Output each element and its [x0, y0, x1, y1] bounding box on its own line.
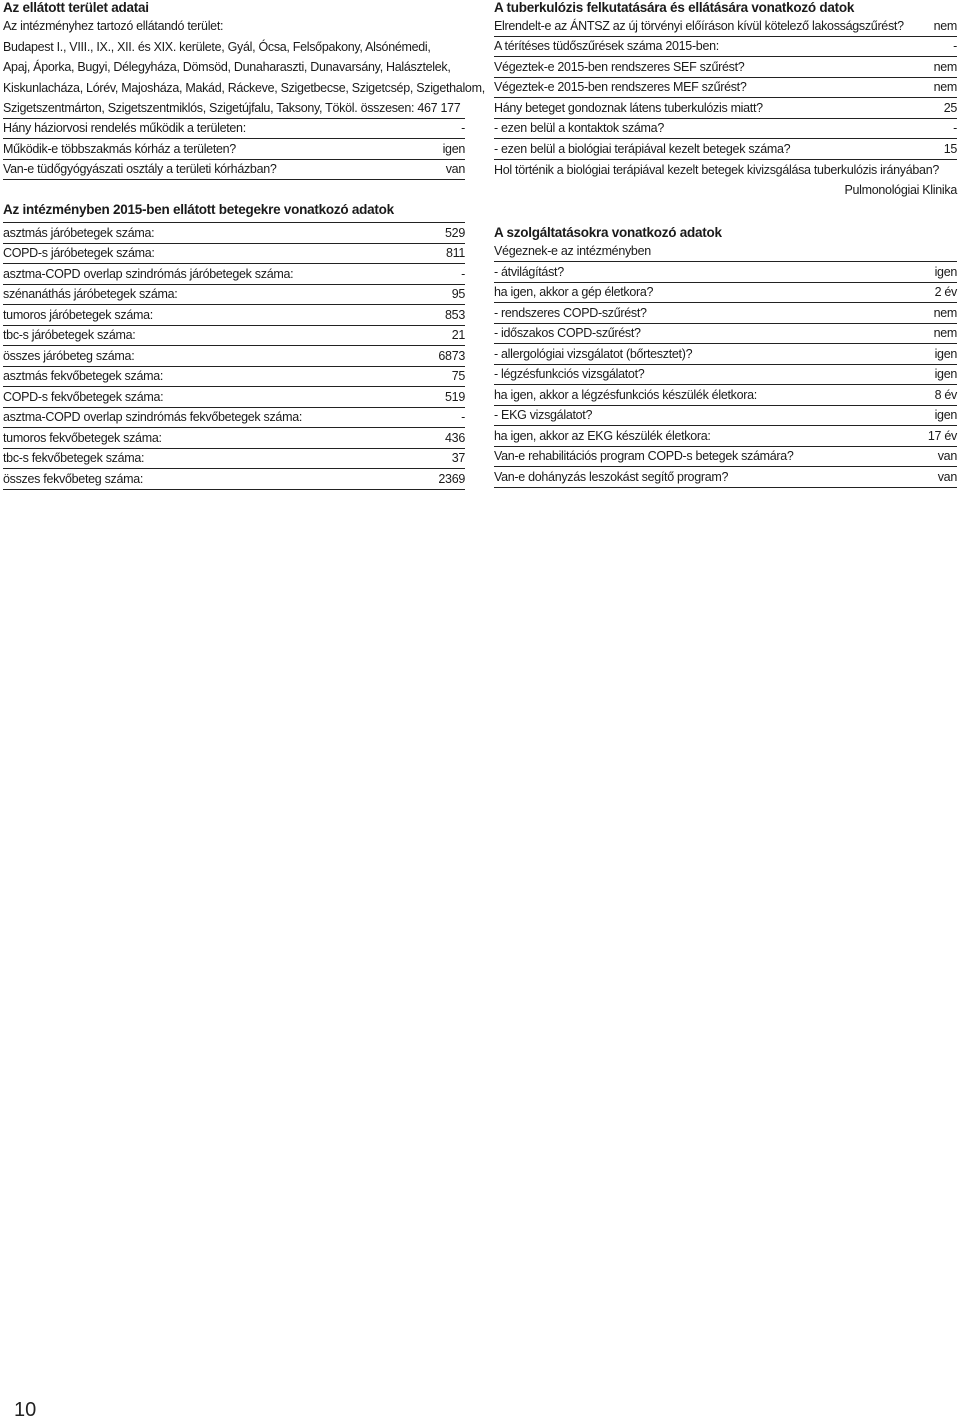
row-label: - időszakos COPD-szűrést?: [494, 326, 641, 340]
row-label: szénanáthás járóbetegek száma:: [3, 287, 178, 301]
row-value: 811: [445, 246, 465, 260]
row-label: - allergológiai vizsgálatot (bőrtesztet)?: [494, 346, 693, 361]
row-label: - ezen belül a kontaktok száma?: [494, 121, 664, 135]
table-row: [494, 16, 957, 37]
row-label: A térítéses tüdőszűrések száma 2015-ben:: [494, 39, 719, 53]
row-label: - ezen belül a biológiai terápiával kezelt betegek száma?: [494, 141, 791, 156]
row-value: nem: [933, 326, 957, 340]
row-value: -: [953, 121, 957, 135]
area-line: Budapest I., VIII., IX., XII. és XIX. kerülete, Gyál, Ócsa, Felsőpakony, Alsónémedi,: [3, 39, 431, 54]
page-number: 10: [14, 1399, 37, 1421]
row-value: -: [461, 410, 465, 424]
row-label: ha igen, akkor az EKG készülék életkora:: [494, 428, 711, 443]
table-row: [494, 119, 957, 140]
row-label: tumoros járóbetegek száma:: [3, 307, 153, 322]
area-section-title: Az ellátott terület adatai: [3, 0, 149, 15]
row-value: 519: [445, 389, 465, 404]
table-row: [494, 98, 957, 119]
table-row: [3, 326, 465, 347]
table-row: [3, 223, 465, 244]
row-value: nem: [933, 59, 957, 74]
row-label: asztmás fekvőbetegek száma:: [3, 369, 164, 383]
fact-value: igen: [442, 141, 465, 156]
row-value: 37: [451, 451, 465, 465]
row-value: nem: [933, 18, 957, 33]
row-value: 2 év: [934, 285, 957, 299]
tb-section-title: A tuberkulózis felkutatására és ellátására vonatkozó datok: [494, 0, 855, 15]
fact-value: van: [445, 162, 465, 176]
row-label: összes járóbeteg száma:: [3, 348, 135, 363]
row-value: 95: [451, 287, 465, 301]
fact-label: Működik-e többszakmás kórház a területen?: [3, 141, 236, 156]
table-row: [3, 387, 465, 408]
row-label: ha igen, akkor a légzésfunkciós készülék életkora:: [494, 387, 757, 402]
row-value: van: [937, 469, 957, 484]
row-label: Végeztek-e 2015-ben rendszeres SEF szűrést?: [494, 59, 745, 74]
services-table: [494, 261, 957, 488]
row-value: 529: [445, 225, 465, 240]
row-value: 2369: [438, 471, 465, 486]
fact-row: [3, 119, 465, 140]
table-row: [3, 264, 465, 285]
fact-label: Van-e tüdőgyógyászati osztály a területi kórházban?: [3, 162, 277, 176]
table-row: [3, 285, 465, 306]
row-value: igen: [934, 346, 957, 361]
patients-section-title: Az intézményben 2015-ben ellátott betegekre vonatkozó adatok: [3, 202, 394, 217]
table-row: [3, 428, 465, 449]
area-last-row: [3, 98, 465, 119]
row-value: 75: [451, 369, 465, 383]
row-value: van: [937, 449, 957, 463]
row-label: ha igen, akkor a gép életkora?: [494, 285, 654, 299]
table-row: [494, 78, 957, 99]
patients-table: [3, 222, 465, 490]
table-row: [494, 406, 957, 427]
row-label: Végeztek-e 2015-ben rendszeres MEF szűrést?: [494, 80, 747, 94]
table-row: [494, 324, 957, 345]
table-row: [494, 262, 957, 283]
table-row: [3, 469, 465, 490]
fact-row: [3, 160, 465, 181]
row-label: asztmás járóbetegek száma:: [3, 225, 155, 240]
row-label: - légzésfunkciós vizsgálatot?: [494, 367, 645, 381]
table-row: [494, 37, 957, 58]
row-value: nem: [933, 305, 957, 320]
row-value: igen: [934, 264, 957, 279]
table-row: [3, 346, 465, 367]
fact-row: [3, 139, 465, 160]
row-label: Hány beteget gondoznak látens tuberkulózis miatt?: [494, 100, 763, 115]
services-section-title: A szolgáltatásokra vonatkozó adatok: [494, 224, 722, 240]
table-row: [494, 283, 957, 304]
row-value: 853: [445, 307, 465, 322]
row-label: - rendszeres COPD-szűrést?: [494, 305, 647, 320]
table-row: [3, 408, 465, 429]
tb-where-question: Hol történik a biológiai terápiával kezelt betegek kivizsgálása tuberkulózis irányában?: [494, 162, 940, 177]
table-row: [494, 385, 957, 406]
area-line: Kiskunlacháza, Lórév, Majosháza, Makád, Ráckeve, Szigetbecse, Szigetcsép, Szigethalom,: [3, 80, 485, 95]
area-last-line: Szigetszentmárton, Szigetszentmiklós, Szigetújfalu, Taksony, Tököl. összesen: 467 177: [3, 100, 461, 115]
table-row: [494, 447, 957, 468]
row-value: 8 év: [934, 387, 957, 402]
row-label: - EKG vizsgálatot?: [494, 408, 593, 422]
row-value: 17 év: [927, 428, 957, 443]
left-column: [3, 0, 485, 490]
area-intro: Az intézményhez tartozó ellátandó terület:: [3, 19, 224, 33]
row-label: COPD-s fekvőbetegek száma:: [3, 389, 164, 404]
table-row: [494, 344, 957, 365]
fact-label: Hány háziorvosi rendelés működik a területen:: [3, 121, 246, 135]
row-label: asztma-COPD overlap szindrómás járóbetegek száma:: [3, 266, 294, 281]
tb-where-answer: Pulmonológiai Klinika: [844, 183, 957, 197]
area-line: Apaj, Áporka, Bugyi, Délegyháza, Dömsöd, Dunaharaszti, Dunavarsány, Halásztelek,: [3, 60, 451, 74]
row-value: igen: [934, 367, 957, 381]
row-label: összes fekvőbeteg száma:: [3, 471, 144, 486]
table-row: [494, 303, 957, 324]
row-label: Van-e dohányzás leszokást segítő program?: [494, 469, 729, 484]
table-row: [3, 367, 465, 388]
table-row: [494, 139, 957, 160]
table-row: [494, 426, 957, 447]
table-row: [3, 305, 465, 326]
row-label: asztma-COPD overlap szindrómás fekvőbetegek száma:: [3, 410, 303, 424]
area-total: összesen: 467 177: [360, 100, 461, 115]
fact-value: -: [461, 121, 465, 135]
row-label: Elrendelt-e az ÁNTSZ az új törvényi előíráson kívül kötelező lakosságszűrést?: [494, 18, 904, 33]
services-intro: Végeznek-e az intézményben: [494, 243, 651, 258]
table-row: [494, 57, 957, 78]
row-label: Van-e rehabilitációs program COPD-s betegek számára?: [494, 449, 794, 463]
table-row: [494, 365, 957, 386]
row-value: 15: [943, 141, 957, 156]
row-label: tumoros fekvőbetegek száma:: [3, 430, 162, 445]
row-label: - átvilágítást?: [494, 264, 564, 279]
row-value: 6873: [438, 348, 465, 363]
tb-table: [494, 16, 957, 201]
row-value: 436: [445, 430, 465, 445]
right-column: [494, 0, 957, 488]
row-label: COPD-s járóbetegek száma:: [3, 246, 155, 260]
table-row: [3, 449, 465, 470]
row-label: tbc-s járóbetegek száma:: [3, 328, 136, 342]
row-value: 21: [451, 328, 465, 342]
row-value: -: [461, 266, 465, 281]
row-value: -: [953, 39, 957, 53]
row-value: nem: [933, 80, 957, 94]
row-label: tbc-s fekvőbetegek száma:: [3, 451, 145, 465]
table-row: [494, 467, 957, 488]
row-value: igen: [934, 408, 957, 422]
row-value: 25: [943, 100, 957, 115]
table-row: [3, 244, 465, 265]
